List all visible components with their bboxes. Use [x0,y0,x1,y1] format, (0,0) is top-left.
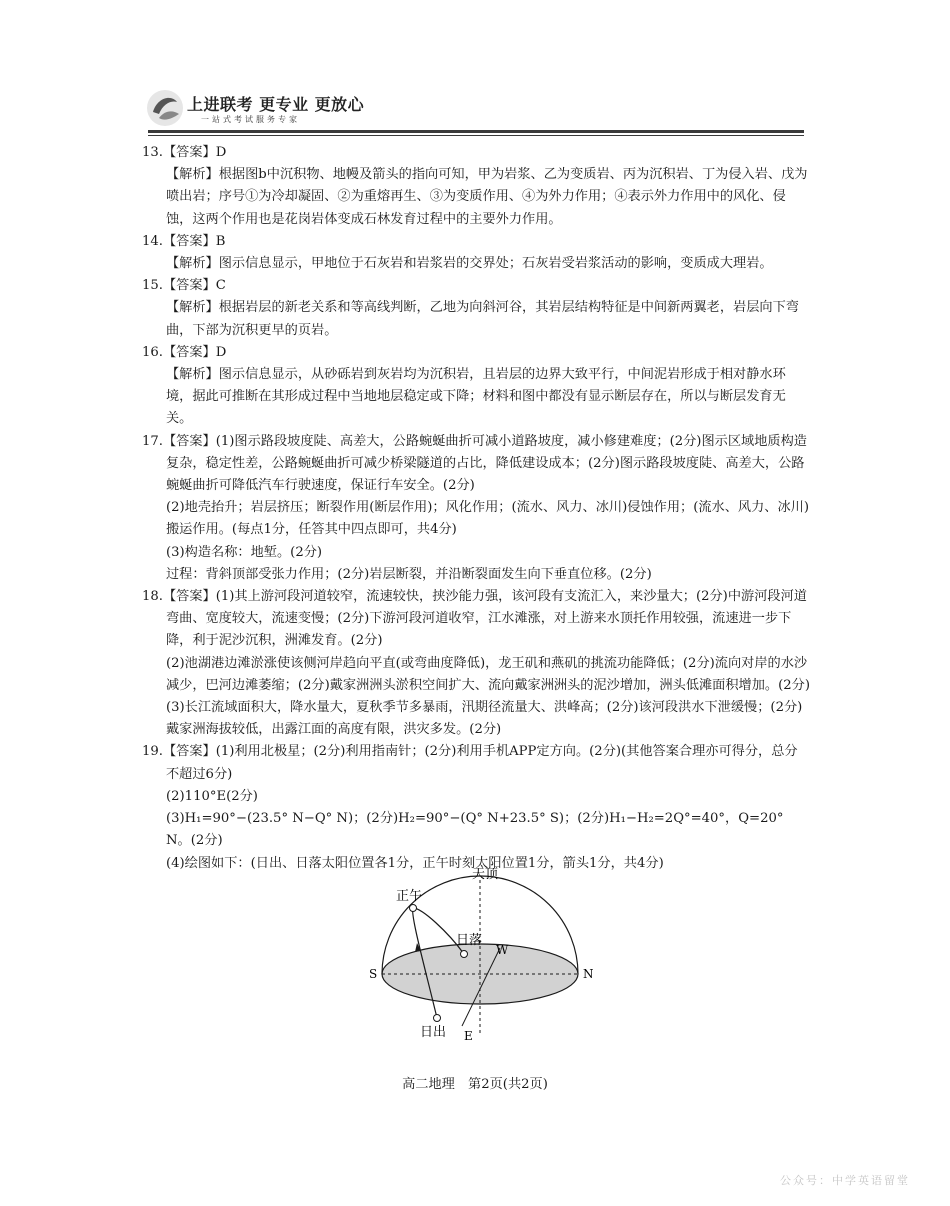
answer-line: 15.【答案】C [142,278,226,294]
header-rule-thick [148,130,804,133]
sunset-sun-marker [461,951,468,958]
zenith-label: 天顶 [472,867,499,882]
answer-paragraph: (3)长江流域面积大，降水量大，夏秋季节多暴雨，汛期径流量大、洪峰高；(2分)该河段洪水下泄缓慢；(2分)戴家洲海拔较低，出露江面的高度有限，洪灾多发。(2分) [166,700,803,738]
watermark: 公众号：中学英语留堂 [780,1174,910,1187]
answer-paragraph: 18.【答案】(1)其上游河段河道较窄，流速较快，挟沙能力强，该河段有支流汇入，来沙量大；(2分)中游河段河道弯曲、宽度较大，流速变慢；(2分)下游河段河道收窄，江水滩涨，对上游来水顶托作用较强，流速进一步下降，利于泥沙沉积，洲滩发育。(2分) [142,589,807,649]
answer-paragraph: 19.【答案】(1)利用北极星；(2分)利用指南针；(2分)利用手机APP定方向。(2分)(其他答案合理亦可得分，总分不超过6分) [142,744,798,782]
noon-sun-marker [410,905,417,912]
west-label: W [496,943,509,957]
sunrise-label: 日出 [420,1025,447,1040]
explanation-paragraph: 【解析】图示信息显示，甲地位于石灰岩和岩浆岩的交界处；石灰岩受岩浆活动的影响，变质成大理岩。 [166,256,773,272]
answer-paragraph: (2)110°E(2分) [166,788,258,804]
south-label: S [369,967,378,981]
answer-line: 16.【答案】D [142,344,227,360]
answer-paragraph: 过程：背斜顶部受张力作用；(2分)岩层断裂，并沿断裂面发生向下垂直位移。(2分) [166,566,652,582]
answer-paragraph: (4)绘图如下：(日出、日落太阳位置各1分，正午时刻太阳位置1分，箭头1分，共4分) [166,855,664,871]
answer-line: 13.【答案】D [142,145,227,160]
brand-slogan: 上进联考 更专业 更放心 [187,95,365,114]
header-rule-thin [148,135,804,136]
explanation-paragraph: 【解析】根据图b中沉积物、地幔及箭头的指向可知，甲为岩浆、乙为变质岩、丙为沉积岩、丁为侵入岩、戊为喷出岩；序号①为冷却凝固、②为重熔再生、③为变质作用、④为外力作用；④表示外力作用中的风化、侵蚀，这两个作用也是花岗岩体变成石林发育过程中的主要外力作用。 [166,167,808,227]
brand-tagline: 一站式考试服务专家 [201,115,300,124]
sunset-label: 日落 [456,933,483,948]
answer-line: 14.【答案】B [142,233,226,249]
east-label: E [464,1029,473,1043]
header [145,88,805,132]
north-label: N [583,967,594,981]
explanation-paragraph: 【解析】图示信息显示，从砂砾岩到灰岩均为沉积岩，且岩层的边界大致平行，中间泥岩形成于相对静水环境，据此可推断在其形成过程中当地地层稳定或下降；材料和图中都没有显示断层存在，所以与断层发育无关。 [166,367,786,427]
sun-path-diagram [360,862,600,1047]
answer-paragraph: 17.【答案】(1)图示路段坡度陡、高差大，公路蜿蜒曲折可减小道路坡度，减小修建难度；(2分)图示区域地质构造复杂，稳定性差，公路蜿蜒曲折可减少桥梁隧道的占比，降低建设成本；(2分)图示路段坡度陡、高差大，公路蜿蜒曲折可降低汽车行驶速度，保证行车安全。(2分) [142,433,807,494]
answer-paragraph: (2)池湖港边滩淤涨使该侧河岸趋向平直(或弯曲度降低)，龙王矶和燕矶的挑流功能降低；(2分)流向对岸的水沙减少，巴河边滩萎缩；(2分)戴家洲洲头淤积空间扩大、流向戴家洲洲头的泥沙增加，洲头低滩面积增加。(2分) [166,655,810,693]
answer-paragraph: (3)构造名称：地堑。(2分) [166,544,323,560]
answer-paragraph: (3)H₁=90°−(23.5° N−Q° N)；(2分)H₂=90°−(Q° N+23.5° S)；(2分)H₁−H₂=2Q°=40°，Q=20° N。(2分) [166,811,784,849]
explanation-paragraph: 【解析】根据岩层的新老关系和等高线判断，乙地为向斜河谷，其岩层结构特征是中间新两翼老，岩层向下弯曲，下部为沉积更早的页岩。 [166,300,799,338]
logo-icon [145,88,185,128]
page-footer: 高二地理 第2页(共2页) [402,1077,548,1092]
sunrise-sun-marker [434,1015,441,1022]
noon-label: 正午 [396,889,423,904]
answer-content [142,142,810,875]
answer-paragraph: (2)地壳抬升；岩层挤压；断裂作用(断层作用)；风化作用；(流水、风力、冰川)侵蚀作用；(流水、风力、冰川)搬运作用。(每点1分，任答其中四点即可，共4分) [166,500,809,538]
